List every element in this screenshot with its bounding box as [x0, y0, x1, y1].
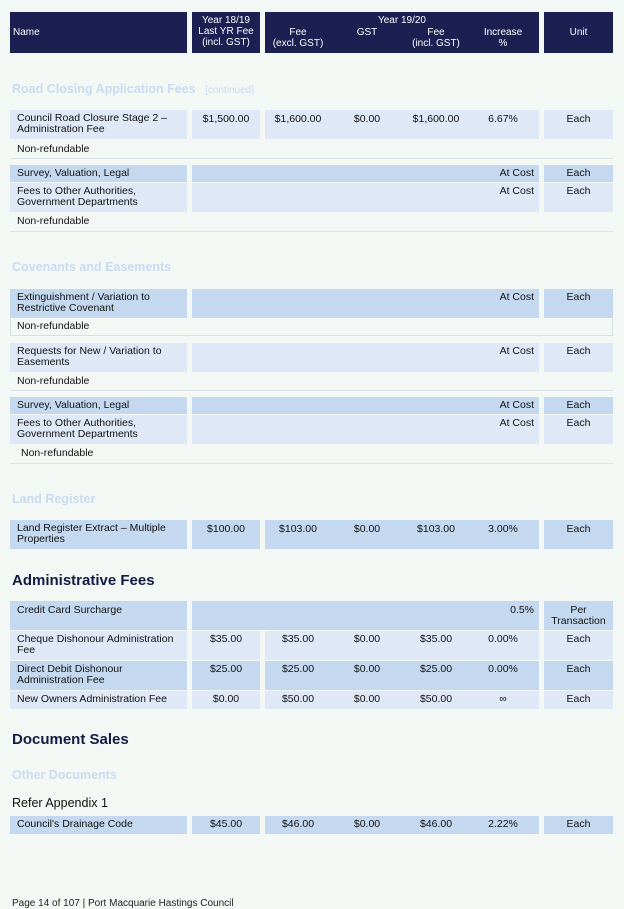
- table-row: [10, 165, 187, 182]
- table-row: [10, 415, 187, 444]
- other-documents-title: Other Documents: [12, 768, 117, 782]
- row-name-line2: Easements: [17, 356, 70, 368]
- table-row: [10, 691, 187, 709]
- unit: [544, 601, 613, 630]
- row-name-line2: Administration Fee: [17, 674, 105, 686]
- document-sales-title: Document Sales: [12, 731, 129, 748]
- fee-incl: $50.00: [419, 693, 453, 705]
- row-name-line1: Fees to Other Authorities,: [17, 417, 137, 429]
- at-cost: At Cost: [192, 343, 539, 372]
- fee-incl: $1,600.00: [412, 113, 460, 125]
- road-closing-title-text: Road Closing Application Fees: [12, 82, 196, 96]
- unit: Each: [544, 520, 613, 549]
- header-year-curr: Year 19/20: [377, 15, 426, 26]
- admin-title: Administrative Fees: [12, 572, 155, 589]
- header-percent: %: [498, 38, 508, 49]
- unit: Each: [544, 631, 613, 660]
- fee-excl: $50.00: [281, 693, 315, 705]
- gst: $0.00: [353, 818, 381, 830]
- row-name: [17, 346, 162, 368]
- covenants-title: Covenants and Easements: [12, 260, 172, 274]
- header-year-curr-cell: [265, 12, 539, 53]
- current-fees: [265, 520, 539, 549]
- fee-excl: $46.00: [281, 818, 315, 830]
- note-box: [10, 318, 613, 336]
- at-cost: At Cost: [192, 289, 539, 318]
- unit: Each: [544, 343, 613, 372]
- header-last-yr-fee: Last YR Fee: [198, 26, 254, 37]
- row-name: Survey, Valuation, Legal: [17, 399, 130, 411]
- table-row: [10, 110, 187, 139]
- header-year-prev: Year 18/19: [201, 15, 250, 26]
- current-fees: [265, 816, 539, 834]
- last-yr-fee: $1,500.00: [192, 110, 260, 139]
- header-unit: Unit: [544, 12, 613, 53]
- row-name: [17, 523, 166, 545]
- at-cost: At Cost: [192, 415, 539, 444]
- row-name-line1: Council Road Closure Stage 2 –: [17, 112, 168, 124]
- table-row: [10, 601, 187, 630]
- row-name-line1: Requests for New / Variation to: [17, 345, 162, 357]
- divider: [10, 231, 613, 232]
- unit-line2: Transaction: [551, 615, 606, 627]
- note: Non-refundable: [17, 143, 90, 155]
- last-yr-fee: $0.00: [192, 691, 260, 709]
- table-row: [10, 343, 187, 372]
- header-increase-col: [477, 27, 529, 49]
- unit: Each: [544, 661, 613, 690]
- header-name-cell: [10, 12, 187, 53]
- header-increase: Increase: [483, 27, 523, 38]
- divider: [10, 158, 613, 159]
- at-cost: At Cost: [192, 183, 539, 212]
- current-fees: [265, 691, 539, 709]
- last-yr-fee: $35.00: [192, 631, 260, 660]
- fee-excl: $1,600.00: [274, 113, 322, 125]
- increase: 0.00%: [488, 663, 518, 675]
- row-name-line1: Fees to Other Authorities,: [17, 185, 137, 197]
- fee-incl: $25.00: [419, 663, 453, 675]
- table-row: [10, 397, 187, 414]
- header-fee-excl-col: [265, 27, 331, 49]
- table-row: [10, 289, 187, 318]
- current-fees: [265, 661, 539, 690]
- header-name: Name: [13, 27, 40, 38]
- divider: [10, 390, 613, 391]
- unit: Each: [544, 183, 613, 212]
- fee-incl: $103.00: [417, 523, 455, 535]
- note: Non-refundable: [17, 320, 90, 332]
- row-name: [17, 186, 138, 208]
- fee-incl: $46.00: [419, 818, 453, 830]
- row-name: New Owners Administration Fee: [17, 693, 167, 705]
- fee-excl: $35.00: [281, 633, 315, 645]
- unit: Each: [544, 397, 613, 414]
- row-name: [17, 664, 123, 686]
- row-name-line1: Extinguishment / Variation to: [17, 291, 150, 303]
- at-cost: At Cost: [192, 397, 539, 414]
- divider: [10, 463, 613, 464]
- unit: Each: [544, 415, 613, 444]
- gst: $0.00: [353, 693, 381, 705]
- row-name-line2: Government Departments: [17, 196, 138, 208]
- land-register-title: Land Register: [12, 492, 96, 506]
- row-name: Credit Card Surcharge: [17, 604, 123, 616]
- header-last-yr-cell: [192, 12, 260, 53]
- row-name: [17, 418, 138, 440]
- header-fee: Fee: [289, 27, 307, 38]
- header-incl-gst: (incl. GST): [202, 37, 250, 48]
- row-name: Council's Drainage Code: [17, 818, 133, 830]
- header-fee-incl-col: [401, 27, 471, 49]
- increase: 6.67%: [488, 113, 518, 125]
- note: Non-refundable: [21, 447, 94, 459]
- header-fee2: Fee: [427, 27, 445, 38]
- row-name-line2: Properties: [17, 533, 65, 545]
- continued-label: [continued]: [205, 85, 255, 96]
- row-name-line2: Fee: [17, 644, 36, 656]
- unit: Each: [544, 691, 613, 709]
- header-excl-gst: (excl. GST): [272, 38, 324, 49]
- fee-incl: $35.00: [419, 633, 453, 645]
- row-name-line1: Land Register Extract – Multiple: [17, 522, 166, 534]
- unit: Each: [544, 289, 613, 318]
- unit: Each: [544, 816, 613, 834]
- current-fees: [265, 631, 539, 660]
- refer-appendix: Refer Appendix 1: [12, 796, 108, 810]
- unit: Each: [544, 165, 613, 182]
- note: Non-refundable: [17, 375, 90, 387]
- table-row: [10, 183, 187, 212]
- last-yr-fee: $45.00: [192, 816, 260, 834]
- note: Non-refundable: [17, 215, 90, 227]
- row-name-line2: Government Departments: [17, 428, 138, 440]
- gst: $0.00: [353, 523, 381, 535]
- row-name: [17, 292, 150, 314]
- header-incl-gst2: (incl. GST): [412, 38, 460, 49]
- gst: $0.00: [353, 113, 381, 125]
- last-yr-fee: $100.00: [192, 520, 260, 549]
- page-footer: Page 14 of 107 | Port Macquarie Hastings Council: [12, 898, 234, 909]
- table-row: [10, 816, 187, 834]
- road-closing-title: [12, 82, 254, 96]
- table-row: [10, 520, 187, 549]
- row-name: [17, 634, 173, 656]
- row-name-line1: Cheque Dishonour Administration: [17, 633, 174, 645]
- increase: ∞: [499, 693, 507, 705]
- row-name-line1: Direct Debit Dishonour: [17, 663, 123, 675]
- last-yr-fee: $25.00: [192, 661, 260, 690]
- increase: 0.00%: [488, 633, 518, 645]
- fee-excl: $25.00: [281, 663, 315, 675]
- header-gst: GST: [356, 27, 378, 38]
- increase: 3.00%: [488, 523, 518, 535]
- current-fees: [265, 110, 539, 139]
- row-name-line2: Restrictive Covenant: [17, 302, 114, 314]
- gst: $0.00: [353, 663, 381, 675]
- table-row: [10, 631, 187, 660]
- surcharge-rate: 0.5%: [192, 601, 539, 630]
- table-row: [10, 661, 187, 690]
- increase: 2.22%: [488, 818, 518, 830]
- fee-excl: $103.00: [279, 523, 317, 535]
- unit-line1: Per: [570, 604, 587, 616]
- row-name: [17, 113, 167, 135]
- at-cost: At Cost: [192, 165, 539, 182]
- unit: Each: [544, 110, 613, 139]
- gst: $0.00: [353, 633, 381, 645]
- row-name-line2: Administration Fee: [17, 123, 105, 135]
- row-name: Survey, Valuation, Legal: [17, 167, 130, 179]
